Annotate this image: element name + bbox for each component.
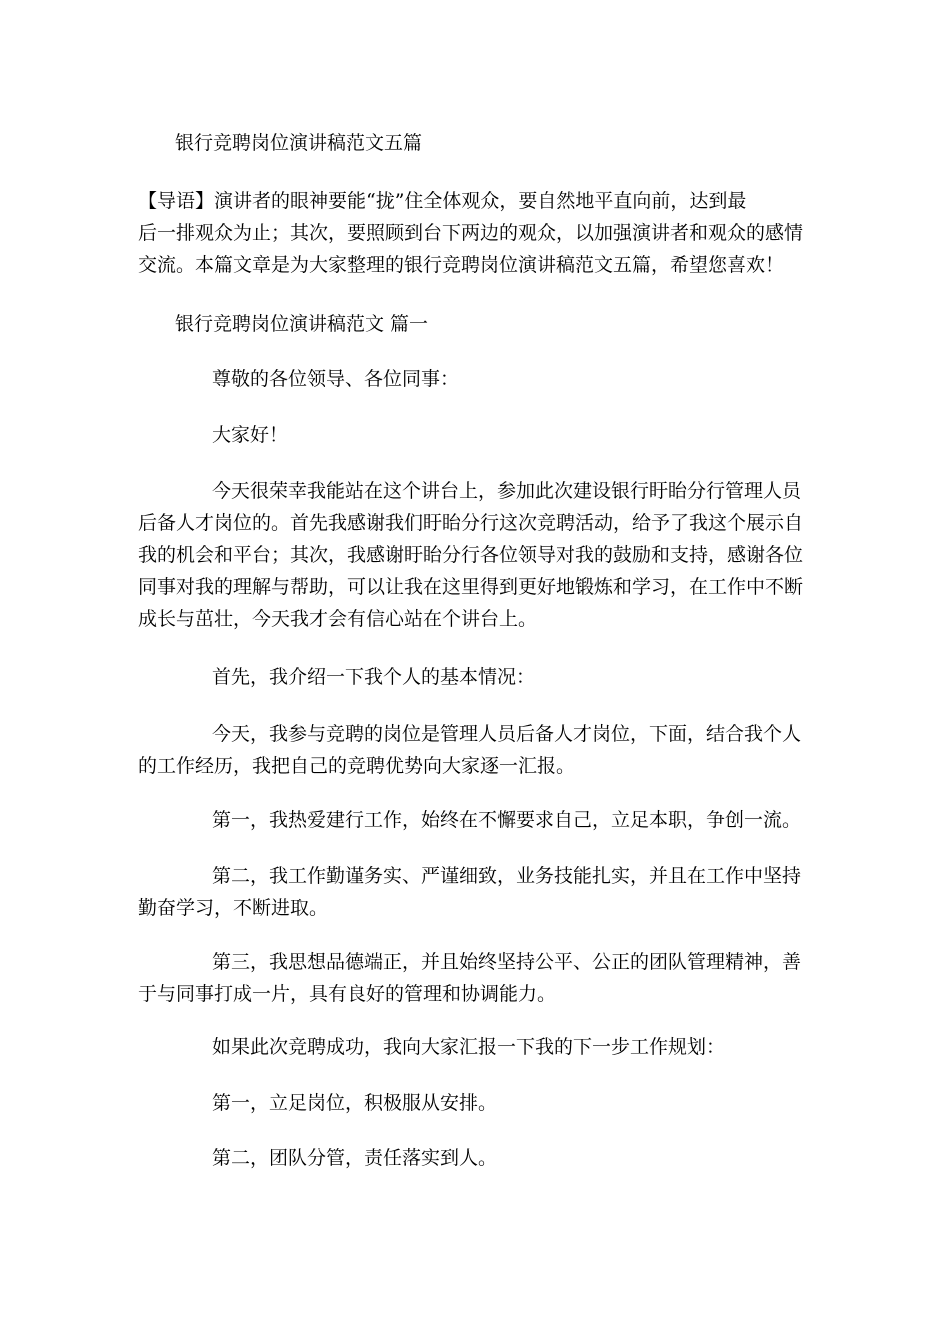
body-paragraph: 第一，我热爱建行工作，始终在不懈要求自己，立足本职，争创一流。 [212, 809, 802, 831]
paragraph-line: 的工作经历，我把自己的竞聘优势向大家逐一汇报。 [138, 755, 576, 777]
salutation: 尊敬的各位领导、各位同事： [212, 368, 460, 390]
section-heading: 银行竞聘岗位演讲稿范文 篇一 [175, 313, 429, 335]
intro-line: 交流。本篇文章是为大家整理的银行竞聘岗位演讲稿范文五篇，希望您喜欢！ [138, 254, 785, 276]
paragraph-line: 同事对我的理解与帮助，可以让我在这里得到更好地锻炼和学习，在工作中不断 [138, 576, 804, 598]
body-paragraph: 第二，团队分管，责任落实到人。 [212, 1147, 498, 1169]
paragraph-line: 第二，我工作勤谨务实、严谨细致，业务技能扎实，并且在工作中坚持 [212, 865, 802, 887]
document-title: 银行竞聘岗位演讲稿范文五篇 [175, 132, 423, 154]
body-paragraph [138, 860, 810, 924]
paragraph-line: 今天很荣幸我能站在这个讲台上，参加此次建设银行盱眙分行管理人员 [212, 480, 802, 502]
greeting: 大家好！ [212, 424, 289, 446]
intro-line: 后一排观众为止；其次，要照顾到台下两边的观众，以加强演讲者和观众的感情 [138, 222, 804, 244]
paragraph-line: 后备人才岗位的。首先我感谢我们盱眙分行这次竞聘活动，给予了我这个展示自 [138, 512, 804, 534]
body-paragraph: 如果此次竞聘成功，我向大家汇报一下我的下一步工作规划： [212, 1036, 726, 1058]
intro-paragraph [138, 185, 810, 281]
paragraph-line: 我的机会和平台；其次，我感谢盱眙分行各位领导对我的鼓励和支持，感谢各位 [138, 544, 804, 566]
body-paragraph [138, 946, 810, 1010]
body-paragraph [138, 718, 810, 782]
paragraph-line: 今天，我参与竞聘的岗位是管理人员后备人才岗位，下面，结合我个人 [212, 723, 802, 745]
paragraph-line: 勤奋学习，不断进取。 [138, 897, 329, 919]
intro-line: 【导语】演讲者的眼神要能“拢”住全体观众，要自然地平直向前，达到最 [138, 190, 747, 212]
paragraph-line: 于与同事打成一片，具有良好的管理和协调能力。 [138, 983, 557, 1005]
body-paragraph: 第一，立足岗位，积极服从安排。 [212, 1092, 498, 1114]
paragraph-line: 成长与茁壮，今天我才会有信心站在个讲台上。 [138, 608, 538, 630]
body-paragraph [138, 475, 810, 635]
paragraph-line: 第三，我思想品德端正，并且始终坚持公平、公正的团队管理精神，善 [212, 951, 802, 973]
body-paragraph: 首先，我介绍一下我个人的基本情况： [212, 666, 536, 688]
